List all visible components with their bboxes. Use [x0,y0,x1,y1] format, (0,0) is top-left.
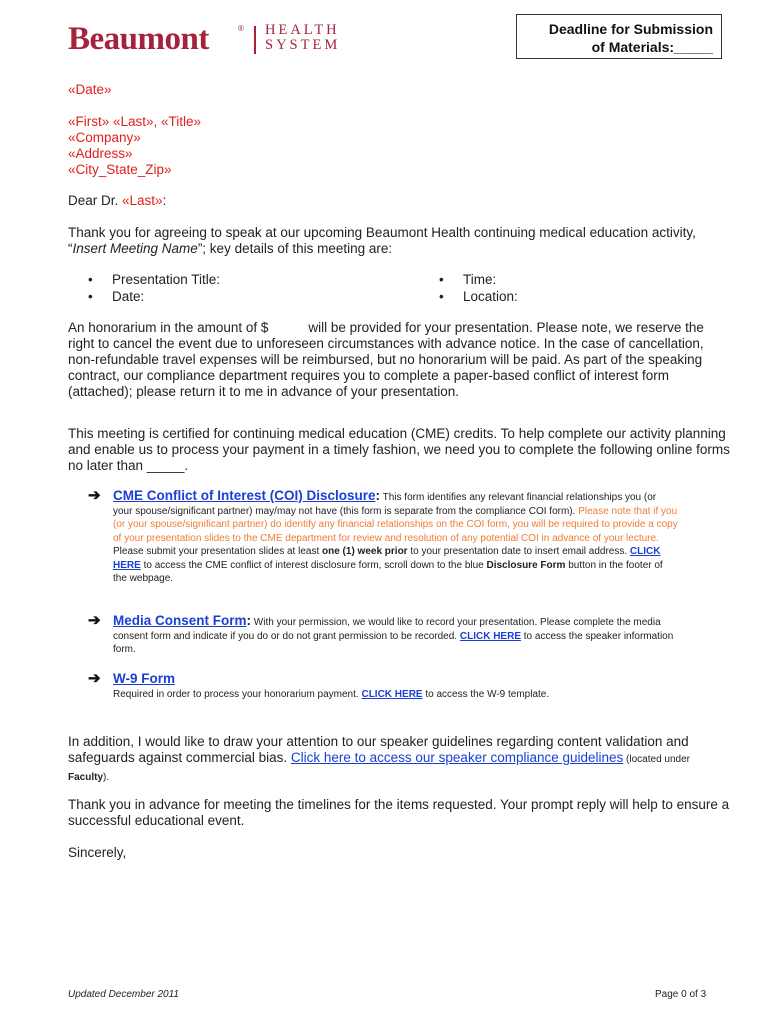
coi-item [88,489,678,586]
media-title-link[interactable]: Media Consent Form [113,613,247,628]
logo-name: Beaumont [68,21,209,57]
intro-paragraph [68,225,730,257]
logo-registered-mark: ® [238,24,244,33]
footer-updated: Updated December 2011 [68,989,179,1000]
honorarium-part2: will be provided for your presentation. Please note, we reserve the right to cancel the event due to unforeseen circumstances with advance notice. In the case of cancellation, non-refundable travel expenses will be reimbursed, but no honorarium will be paid. As part of the speaking contract, our compliance department requires you to complete a paper-based conflict of interest form (attached); please return it to me in advance of your presentation. [68,320,704,399]
closing: Sincerely, [68,845,127,860]
detail-time [439,271,496,288]
media-text2: to access the speaker information form. [113,630,674,655]
coi-body [113,489,678,586]
guidelines-link[interactable]: Click here to access our speaker compliance guidelines [290,750,624,765]
merge-city: «City_State_Zip» [68,162,172,177]
detail-label: Presentation Title: [112,272,221,287]
w9-text1: Required in order to process your honorarium payment. [113,688,362,700]
coi-colon: : [375,488,381,503]
media-body [113,614,678,657]
honorarium-part1: An honorarium in the amount of $ [68,320,269,335]
detail-location [439,288,518,305]
media-click-here-link[interactable]: CLICK HERE [459,630,521,642]
coi-text1: This form identifies any relevant financial relationships you (or your spouse/significant partner) may/may not have (this form is separate from the compliance COI form). [113,492,657,517]
arrow-right-icon: ➔ [88,670,101,687]
salutation-suffix: : [162,193,167,208]
salutation-last: «Last» [122,193,163,208]
intro-line2 [68,241,730,257]
coi-text3: to your presentation date to insert email address. [407,546,630,557]
logo-system: SYSTEM [265,37,341,53]
guidelines-text3: ). [103,772,110,783]
guidelines-text2: (located under [623,754,690,765]
coi-bold-deadline: one (1) week prior [322,546,408,557]
w9-body [113,672,678,701]
w9-item [88,672,678,701]
guidelines-paragraph [68,734,730,786]
detail-label: Date: [112,289,145,304]
logo-divider [254,26,256,54]
detail-label: Time: [463,272,497,287]
bullet-icon: • [88,289,93,304]
w9-title-link[interactable]: W-9 Form [113,671,175,686]
beaumont-logo [68,20,358,60]
salutation [68,193,728,209]
logo-health: HEALTH [265,22,340,38]
coi-text4: to access the CME conflict of interest disclosure form, scroll down to the blue [140,559,487,571]
w9-click-here-link[interactable]: CLICK HERE [361,688,423,700]
detail-label: Location: [463,289,518,304]
bullet-icon: • [88,272,93,287]
deadline-line2: of Materials:_____ [591,39,713,55]
guidelines-text1: In addition, I would like to draw your attention to our speaker guidelines regarding content validation and safeguards against commercial bias. [68,734,689,765]
detail-date [88,288,144,305]
deadline-box [516,14,722,59]
w9-text2: to access the W-9 template. [422,688,550,700]
footer-page-number: Page 0 of 3 [655,989,707,1000]
intro-quote: “ [68,241,73,256]
honorarium-paragraph [68,320,730,400]
coi-title-link[interactable]: CME Conflict of Interest (COI) Disclosure [113,488,376,503]
merge-name-line: «First» «Last», «Title» [68,114,202,129]
bullet-icon: • [439,272,444,287]
intro-line1: Thank you for agreeing to speak at our upcoming Beaumont Health continuing medical education activity, [68,225,696,240]
arrow-right-icon: ➔ [88,612,101,629]
coi-text5: button in the footer of the webpage. [113,559,663,584]
coi-click-here-link[interactable]: CLICK HERE [113,546,661,571]
cme-paragraph: This meeting is certified for continuing medical education (CME) credits. To help complete our activity planning and enable us to process your payment in a timely fashion, we need you to complete the following online forms no later than _____. [68,426,730,473]
media-colon: : [246,613,252,628]
coi-warning-text: Please note that if you (or your spouse/significant partner) do identify any financial relationships on the COI form, you will be required to provide a copy of your presentation slides to the CME department for review and resolution of any potential COI in advance of your lecture. [113,505,678,544]
merge-address: «Address» [68,146,133,161]
bullet-icon: • [439,289,444,304]
intro-rest: ”; key details of this meeting are: [197,241,393,256]
merge-company: «Company» [68,130,141,145]
logo-subtitle [265,23,340,53]
coi-text2: Please submit your presentation slides at least [113,546,322,557]
detail-presentation-title [88,271,220,288]
guidelines-faculty: Faculty [68,772,104,783]
media-item [88,614,678,657]
thanks-paragraph: Thank you in advance for meeting the timelines for the items requested. Your prompt reply will help to ensure a successful educational event. [68,797,730,828]
meeting-name-placeholder: Insert Meeting Name [72,241,198,256]
media-text1: With your permission, we would like to record your presentation. Please complete the media consent form and indicate if you do or do not grant permission to be recorded. [113,617,661,642]
salutation-prefix: Dear Dr. [68,193,123,208]
merge-date: «Date» [68,82,112,97]
coi-bold-disclosure: Disclosure Form [486,559,566,571]
arrow-right-icon: ➔ [88,487,101,504]
deadline-line1: Deadline for Submission [548,21,713,37]
merge-address-block [68,114,728,178]
